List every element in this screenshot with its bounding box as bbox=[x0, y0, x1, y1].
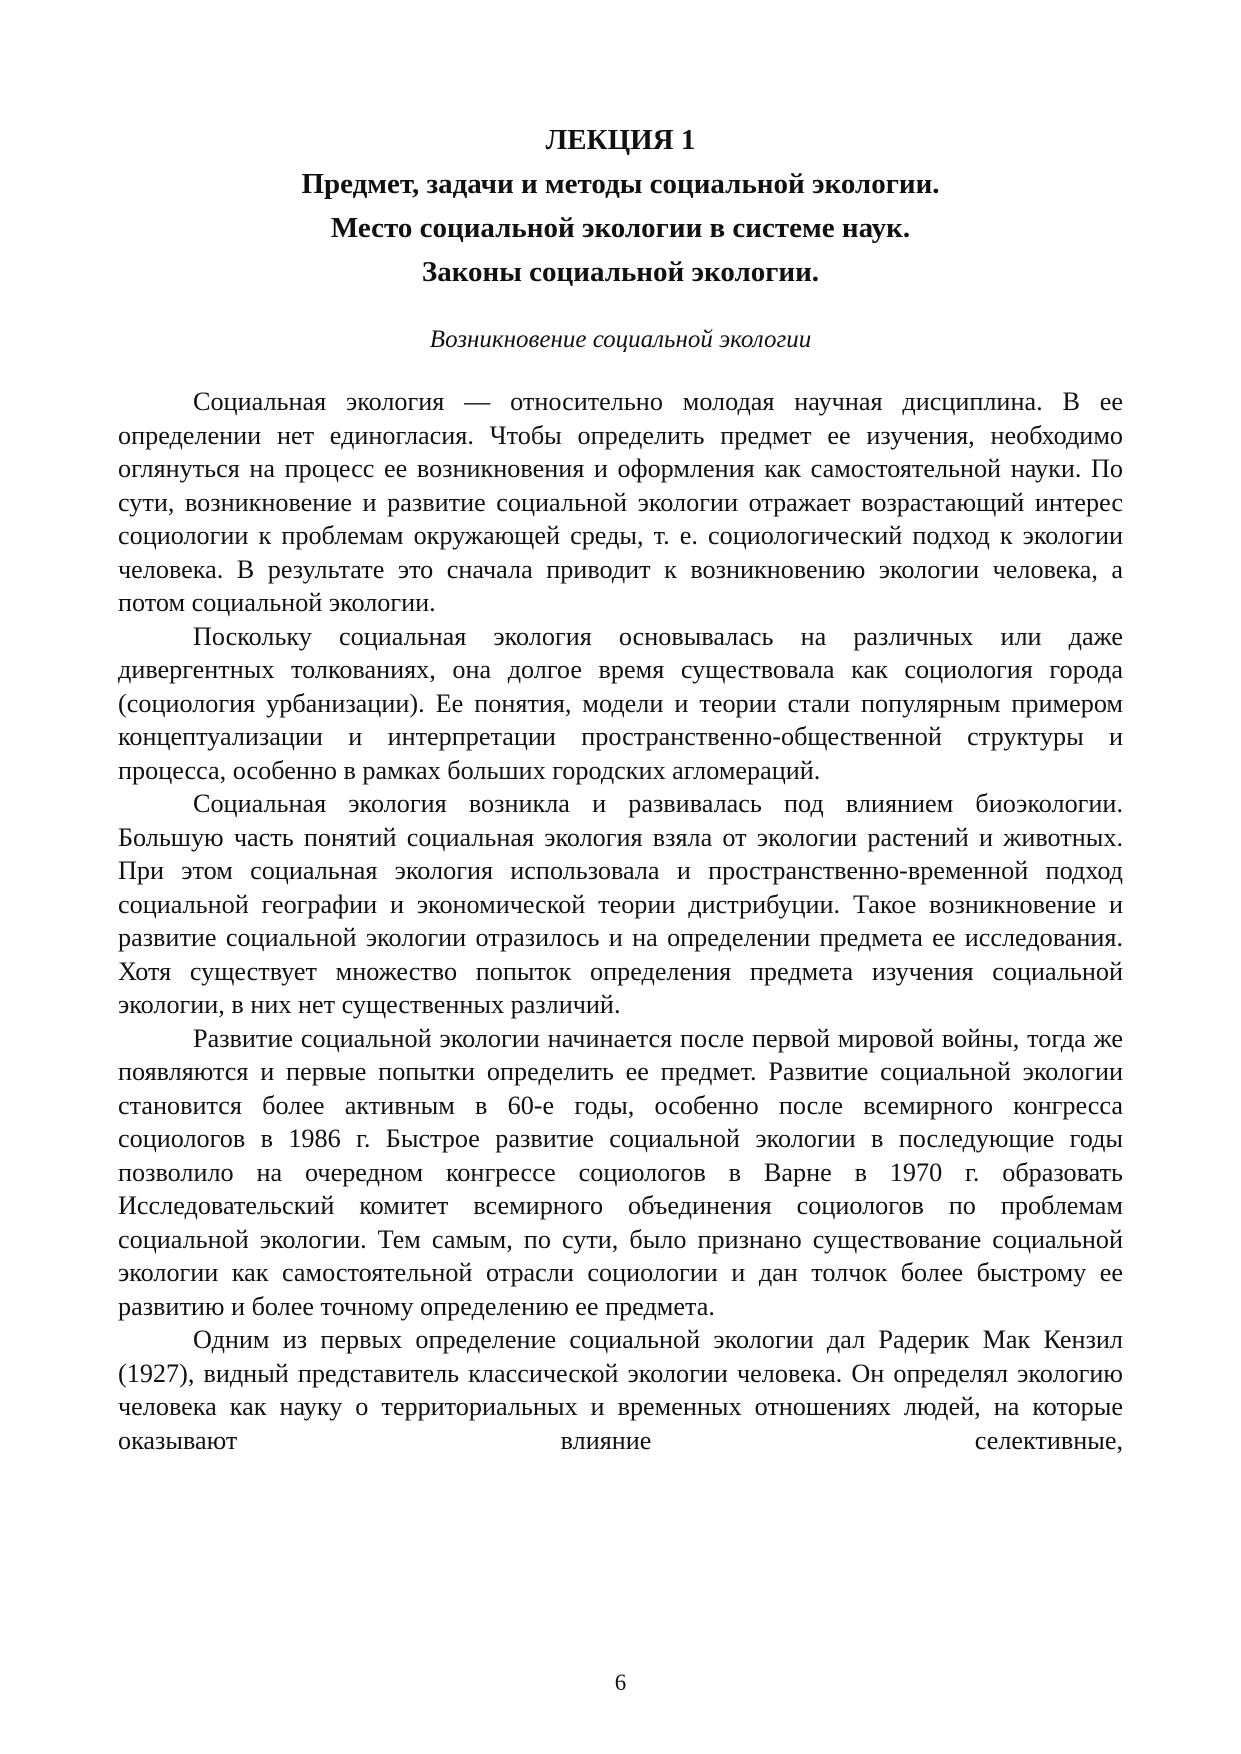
page-number: 6 bbox=[614, 1670, 627, 1695]
body-text bbox=[118, 385, 1123, 1457]
lecture-heading bbox=[118, 118, 1123, 294]
document-page bbox=[118, 0, 1123, 1754]
paragraph: Развитие социальной экологии начинается после первой мировой войны, тогда же появляются и первые попытки определить ее предмет. Развитие социальной экологии становится более активным в 60-е годы, особенно после всемирного конгресса социологов в 1986 г. Быстрое развитие социальной экологии в последующие годы позволило на очередном конгрессе социологов в Варне в 1970 г. образовать Исследовательский комитет всемирного объединения социологов по проблемам социальной экологии. Тем самым, по сути, было признано существование социальной экологии как самостоятельной отрасли социологии и дан толчок более быстрому ее развитию и более точному определению ее предмета. bbox=[118, 1023, 1123, 1321]
paragraph: Социальная экология — относительно молодая научная дисциплина. В ее определении нет единогласия. Чтобы определить предмет ее изучения, необходимо оглянуться на процесс ее возникновения и оформления как самостоятельной науки. По сути, возникновение и развитие социальной экологии отражает возрастающий интерес социологии к проблемам окружающей среды, т. е. социологический подход к экологии человека. В результате это сначала приводит к возникновению экологии человека, а потом социальной экологии. bbox=[118, 387, 1123, 617]
paragraph: Социальная экология возникла и развивалась под влиянием биоэкологии. Большую часть понятий социальная экология взяла от экологии растений и животных. При этом социальная экология использовала и пространственно-временной подход социальной географии и экономической теории дистрибуции. Такое возникновение и развитие социальной экологии отразилось и на определении предмета ее исследования. Хотя существует множество попыток определения предмета изучения социальной экологии, в них нет существенных различий. bbox=[118, 789, 1123, 1019]
lecture-title-line-3: Законы социальной экологии. bbox=[421, 256, 820, 288]
paragraph: Поскольку социальная экология основывалась на различных или даже дивергентных толкованиях, она долгое время существовала как социология города (социология урбанизации). Ее понятия, модели и теории стали популярным примером концептуализации и интерпретации пространственно-общественной структуры и процесса, особенно в рамках больших городских агломераций. bbox=[118, 621, 1123, 785]
lecture-title-line-2: Место социальной экологии в системе наук. bbox=[330, 212, 911, 244]
lecture-title-line-1: Предмет, задачи и методы социальной экологии. bbox=[301, 168, 940, 200]
section-title: Возникновение социальной экологии bbox=[429, 326, 812, 353]
lecture-number: ЛЕКЦИЯ 1 bbox=[545, 124, 696, 156]
paragraph: Одним из первых определение социальной экологии дал Радерик Мак Кензил (1927), видный представитель классической экологии человека. Он определял экологию человека как науку о территориальных и временных отношениях людей, на которые оказывают влияние селективные, bbox=[118, 1325, 1123, 1455]
